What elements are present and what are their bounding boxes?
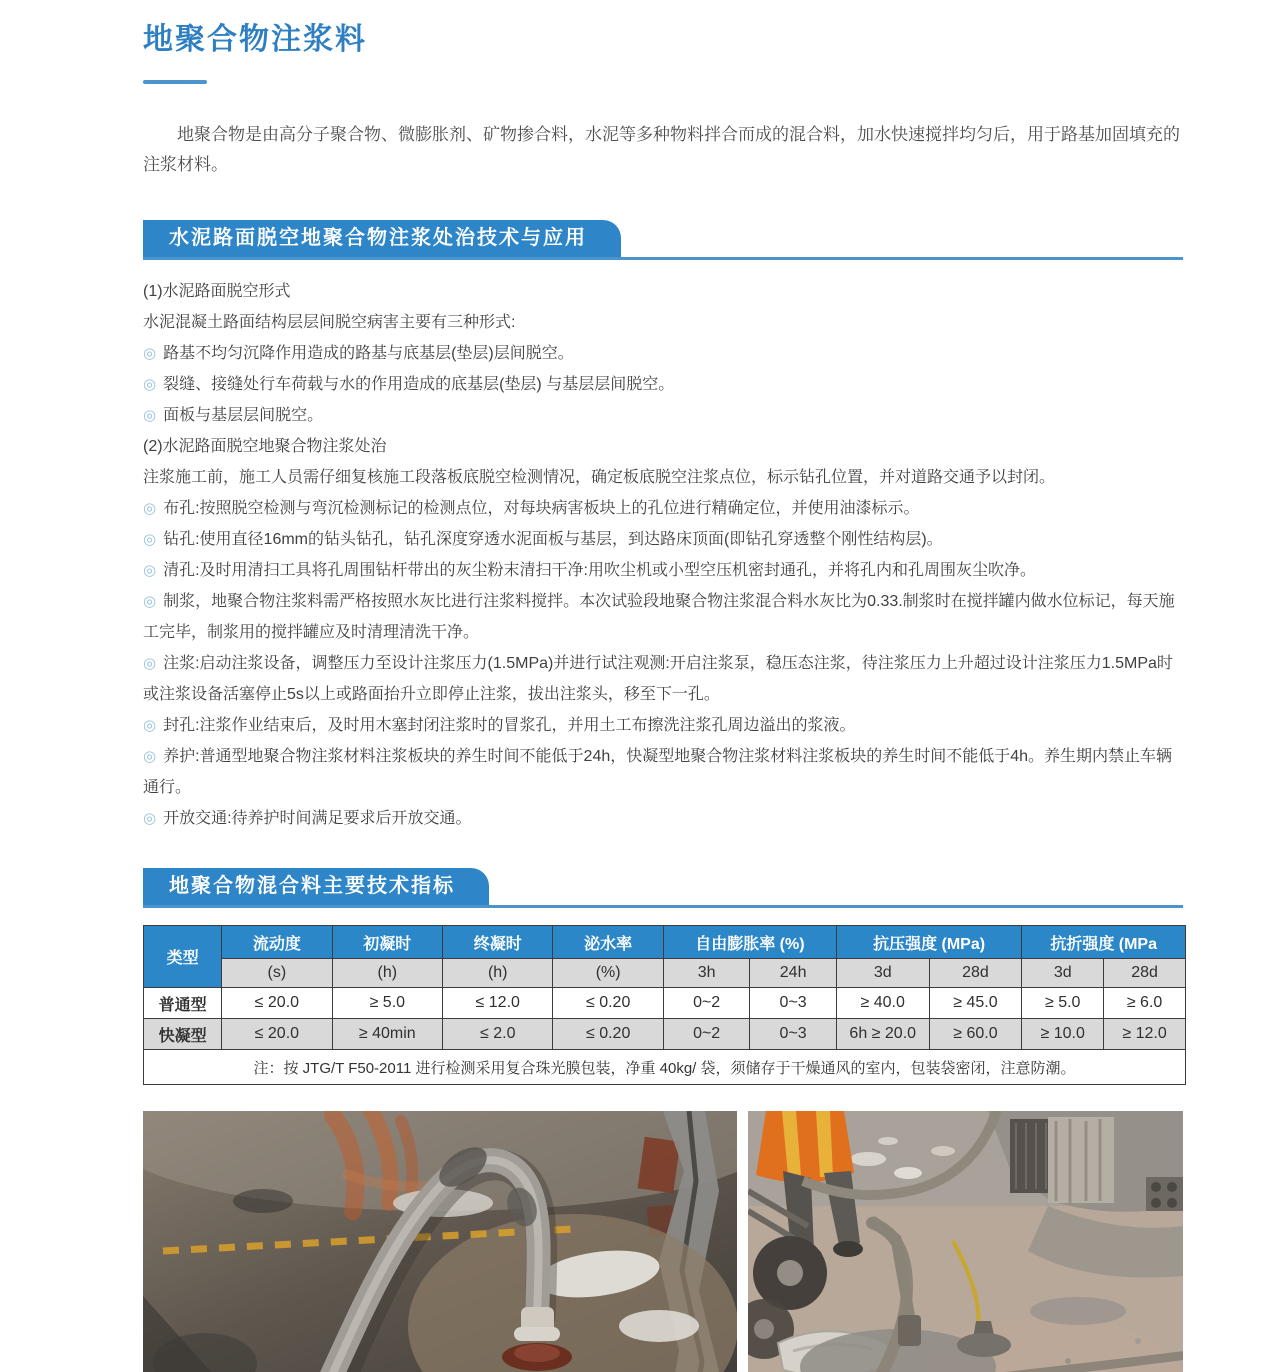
unit-header: 24h [750,959,836,988]
cell: ≥ 40min [332,1019,442,1050]
unit-header: 3h [663,959,749,988]
bullet-item: ◎ 清孔:及时用清扫工具将孔周围钻杆带出的灰尘粉末清扫干净:用吹尘机或小型空压机密封通孔，并将孔内和孔周围灰尘吹净。 [143,562,1036,579]
cell: 0~3 [750,1019,836,1050]
bullet-item: ◎ 钻孔:使用直径16mm的钻头钻孔，钻孔深度穿透水泥面板与基层，到达路床顶面(即钻孔穿透整个刚性结构层)。 [143,531,943,548]
cell: 0~2 [663,1019,749,1050]
cell: ≥ 60.0 [929,1019,1022,1050]
section1-banner: 水泥路面脱空地聚合物注浆处治技术与应用 [143,220,621,257]
unit-header: 3d [836,959,929,988]
content-area [143,0,1183,1372]
paragraph: (2)水泥路面脱空地聚合物注浆处治 [143,438,387,455]
cell: ≤ 2.0 [443,1019,553,1050]
photo-grouting-site [748,1111,1183,1372]
bullet-item: ◎ 面板与基层层间脱空。 [143,407,324,424]
ring-bullet-icon: ◎ [143,748,157,765]
grouting-hole-illustration [143,1111,737,1372]
ring-bullet-icon: ◎ [143,593,157,610]
spec-table [143,925,1186,1085]
ring-bullet-icon: ◎ [143,810,157,827]
bullet-item: ◎ 布孔:按照脱空检测与弯沉检测标记的检测点位，对每块病害板块上的孔位进行精确定位，并使用油漆标示。 [143,500,920,517]
ring-bullet-icon: ◎ [143,717,157,734]
table-header-row [144,926,1186,959]
cell: ≤ 0.20 [553,1019,663,1050]
cell: 0~2 [663,988,749,1019]
row-type: 普通型 [144,988,222,1019]
unit-header: 28d [1104,959,1186,988]
paragraph: 注浆施工前，施工人员需仔细复核施工段落板底脱空检测情况，确定板底脱空注浆点位，标示钻孔位置，并对道路交通予以封闭。 [143,469,1056,486]
cell: ≤ 20.0 [222,1019,332,1050]
bullet-item: ◎ 制浆，地聚合物注浆料需严格按照水灰比进行注浆料搅拌。本次试验段地聚合物注浆混合料水灰比为0.33.制浆时在搅拌罐内做水位标记，每天施工完毕，制浆用的搅拌罐应及时清理清洗干净。 [143,593,1175,641]
bullet-item: ◎ 养护:普通型地聚合物注浆材料注浆板块的养生时间不能低于24h，快凝型地聚合物注浆材料注浆板块的养生时间不能低于4h。养生期内禁止车辆通行。 [143,748,1173,796]
cell: ≥ 5.0 [1022,988,1104,1019]
bullet-item: ◎ 封孔:注浆作业结束后，及时用木塞封闭注浆时的冒浆孔，并用土工布擦洗注浆孔周边溢出的浆液。 [143,717,856,734]
unit-header: (s) [222,959,332,988]
cell: 0~3 [750,988,836,1019]
bullet-item: ◎ 开放交通:待养护时间满足要求后开放交通。 [143,810,472,827]
col-header: 抗折强度 (MPa [1022,926,1186,959]
ring-bullet-icon: ◎ [143,655,157,672]
col-header: 初凝时 [332,926,442,959]
bullet-item: ◎ 注浆:启动注浆设备，调整压力至设计注浆压力(1.5MPa)并进行试注观测:开启注浆泵，稳压态注浆，待注浆压力上升超过设计注浆压力1.5MPa时或注浆设备活塞停止5s以上或路面抬升立即停止注浆，拔出注浆头，移至下一孔。 [143,655,1173,703]
cell: ≥ 12.0 [1104,1019,1186,1050]
cell: ≥ 40.0 [836,988,929,1019]
unit-header: (h) [332,959,442,988]
unit-header: (h) [443,959,553,988]
grouting-site-illustration [748,1111,1183,1372]
unit-header: 3d [1022,959,1104,988]
table-row [144,988,1186,1019]
ring-bullet-icon: ◎ [143,376,157,393]
ring-bullet-icon: ◎ [143,407,157,424]
photo-grouting-hole [143,1111,737,1372]
cell: ≥ 6.0 [1104,988,1186,1019]
col-header: 终凝时 [443,926,553,959]
section1-banner-row [143,220,1183,260]
section2-banner-row [143,868,1183,908]
paragraph: 水泥混凝土路面结构层层间脱空病害主要有三种形式: [143,314,516,331]
row-type: 快凝型 [144,1019,222,1050]
col-header: 流动度 [222,926,332,959]
col-header: 抗压强度 (MPa) [836,926,1021,959]
bullet-item: ◎ 路基不均匀沉降作用造成的路基与底基层(垫层)层间脱空。 [143,345,574,362]
cell: ≤ 0.20 [553,988,663,1019]
intro-paragraph: 地聚合物是由高分子聚合物、微膨胀剂、矿物掺合料，水泥等多种物料拌合而成的混合料，加水快速搅拌均匀后，用于路基加固填充的注浆材料。 [143,125,1180,174]
cell: ≥ 5.0 [332,988,442,1019]
unit-header: 28d [929,959,1022,988]
col-header: 泌水率 [553,926,663,959]
ring-bullet-icon: ◎ [143,500,157,517]
table-note: 注：按 JTG/T F50-2011 进行检测采用复合珠光膜包装，净重 40kg/ 袋，须储存于干燥通风的室内，包装袋密闭，注意防潮。 [144,1050,1186,1085]
cell: 6h ≥ 20.0 [836,1019,929,1050]
photo-row [143,1111,1183,1372]
section2-banner: 地聚合物混合料主要技术指标 [143,868,489,905]
table-row [144,1019,1186,1050]
paragraph: (1)水泥路面脱空形式 [143,283,291,300]
ring-bullet-icon: ◎ [143,531,157,548]
cell: ≥ 10.0 [1022,1019,1104,1050]
ring-bullet-icon: ◎ [143,345,157,362]
title-underline [143,80,207,84]
ring-bullet-icon: ◎ [143,562,157,579]
col-header: 自由膨胀率 (%) [663,926,836,959]
table-units-row [144,959,1186,988]
col-header-type: 类型 [144,926,222,988]
unit-header: (%) [553,959,663,988]
bullet-item: ◎ 裂缝、接缝处行车荷载与水的作用造成的底基层(垫层) 与基层层间脱空。 [143,376,675,393]
cell: ≤ 20.0 [222,988,332,1019]
cell: ≤ 12.0 [443,988,553,1019]
table-note-row [144,1050,1186,1085]
cell: ≥ 45.0 [929,988,1022,1019]
procedure-text [143,276,1183,834]
page-title: 地聚合物注浆料 [143,23,367,56]
